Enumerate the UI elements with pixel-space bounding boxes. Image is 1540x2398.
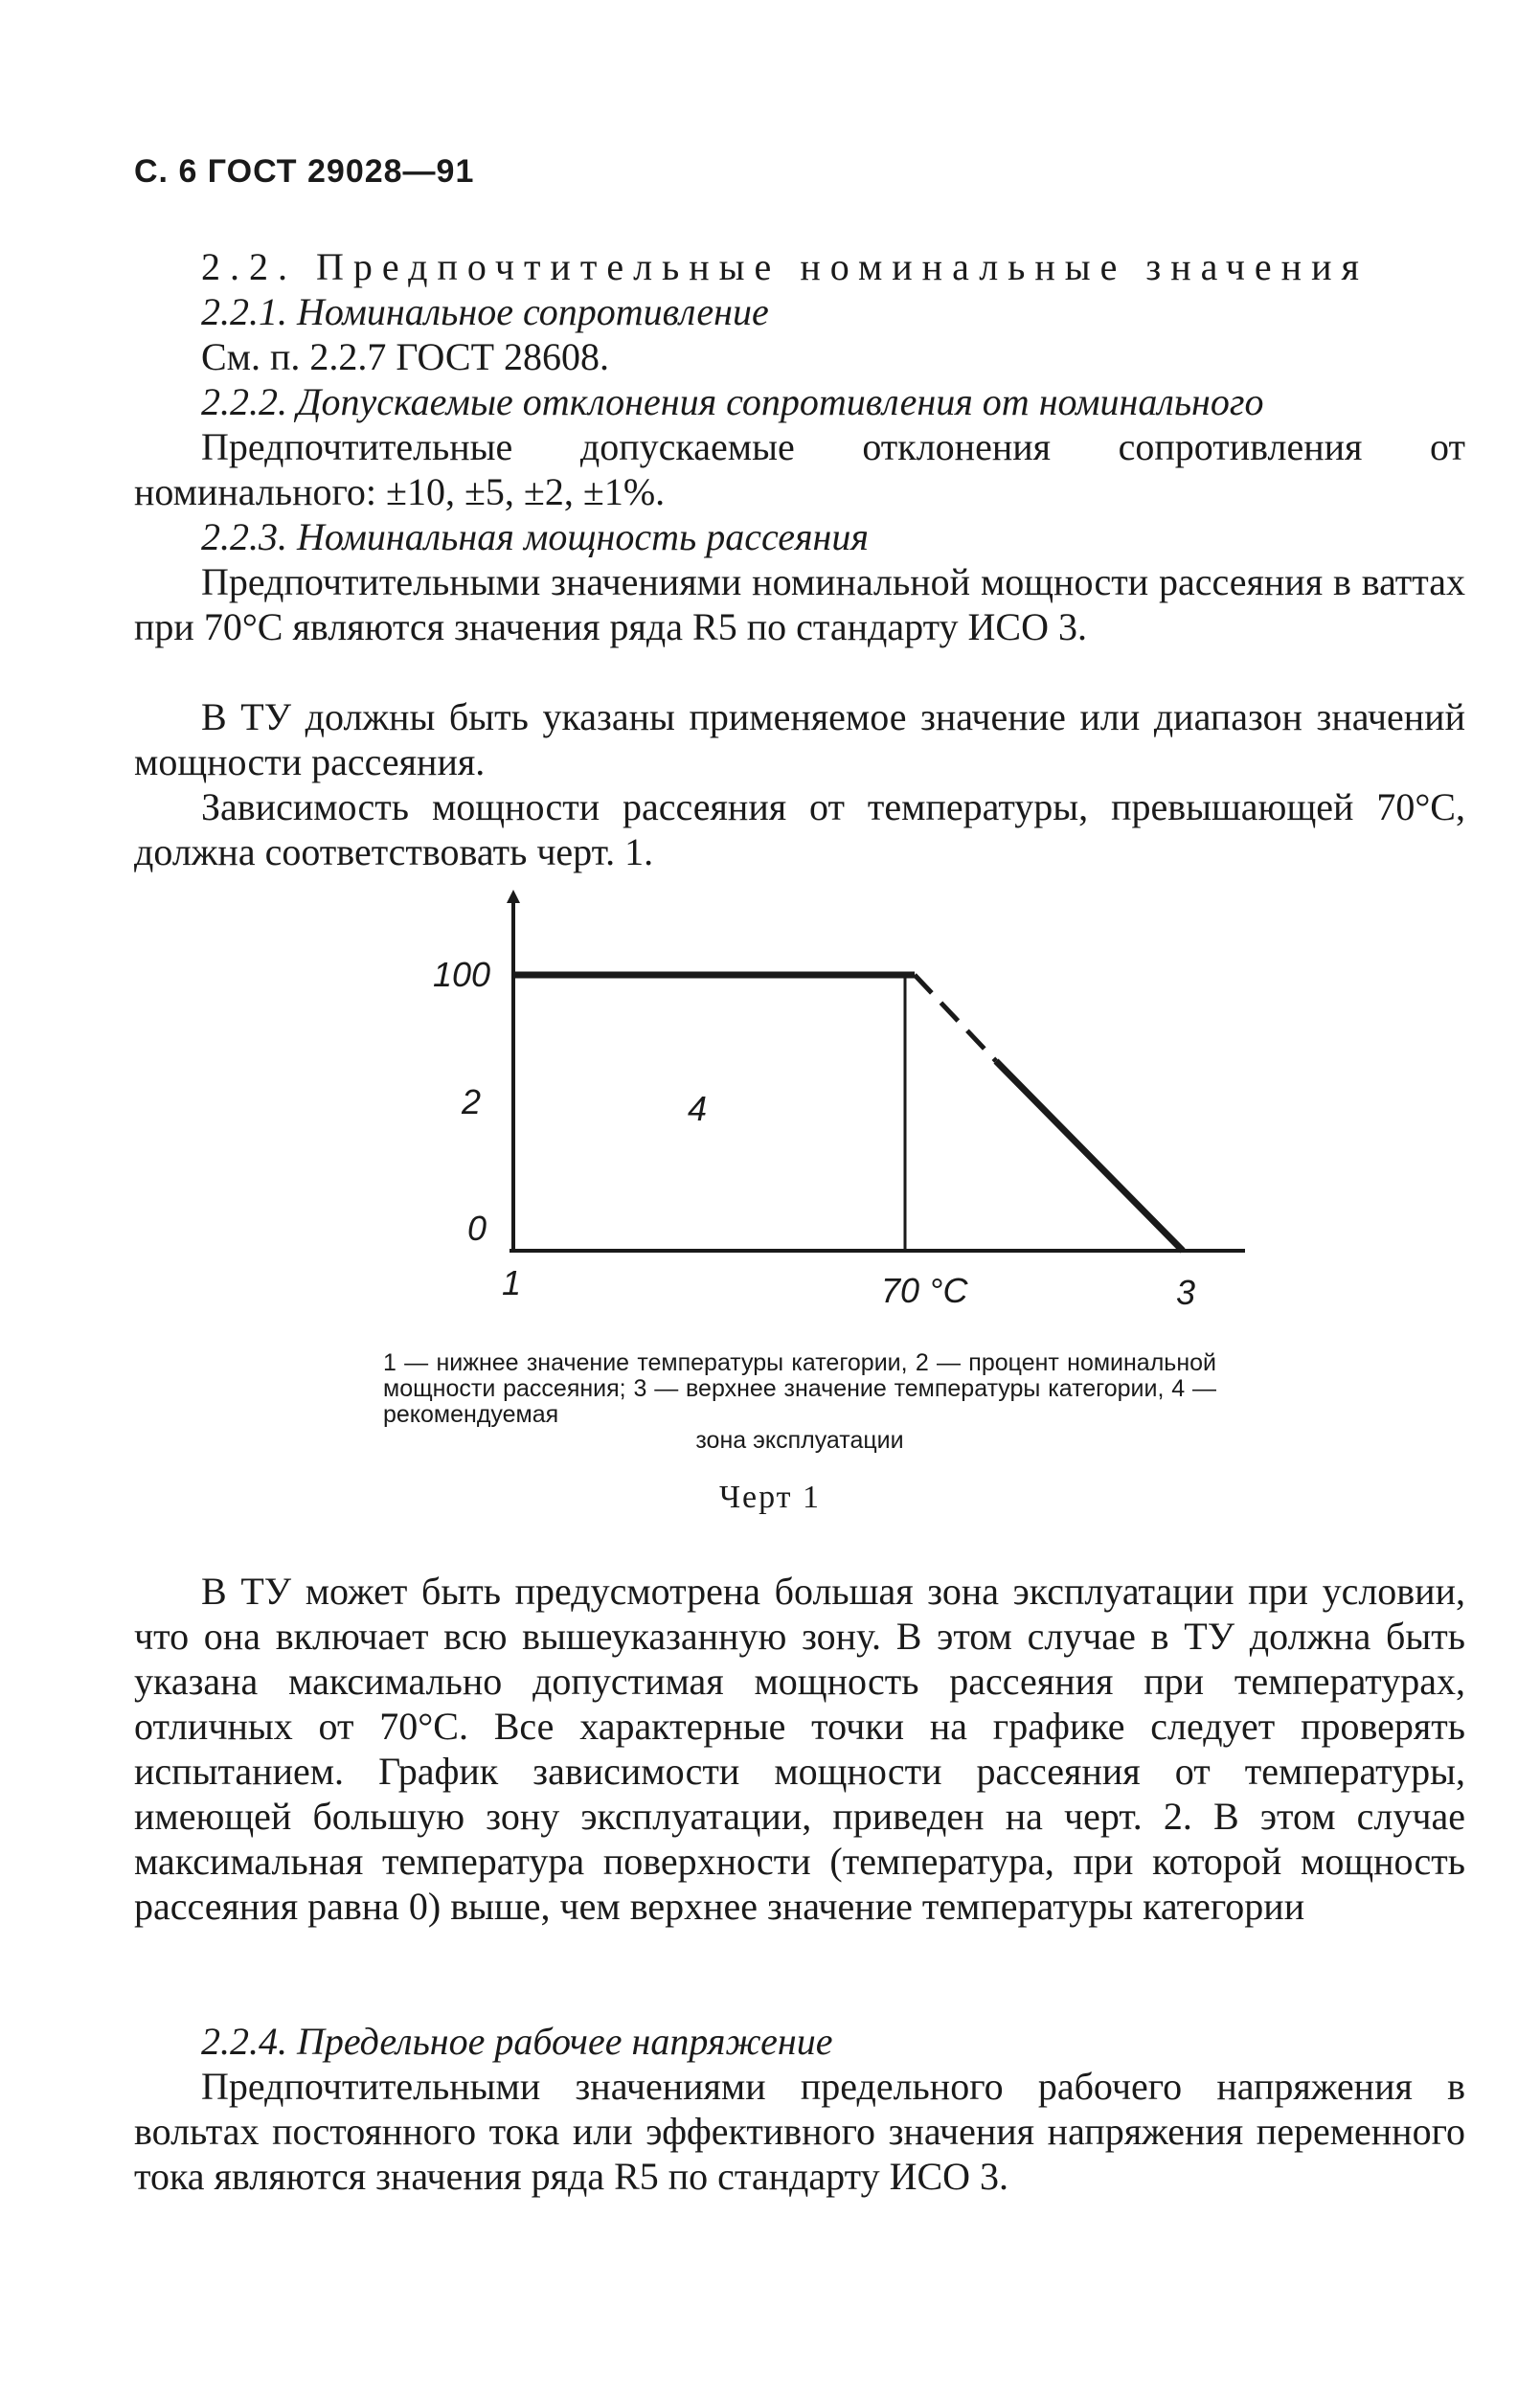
section-2-2-2-heading: 2.2.2. Допускаемые отклонения сопротивления от номинального	[201, 380, 1264, 423]
section-2-2-2-text: Предпочтительные допускаемые отклонения сопротивления от номинального: ±10, ±5, ±2, ±1%.	[134, 425, 1465, 513]
x-tick-3: 3	[1176, 1273, 1196, 1312]
paragraph-power-values: Предпочтительными значениями номинальной мощности рассеяния в ваттах при 70°С являются значения ряда R5 по стандарту ИСО 3.	[134, 560, 1465, 648]
section-2-2-1-text: См. п. 2.2.7 ГОСТ 28608.	[201, 335, 610, 378]
section-2-2-3-heading: 2.2.3. Номинальная мощность рассеяния	[201, 515, 869, 558]
derating-dashed-line	[915, 975, 996, 1061]
x-tick-1: 1	[502, 1263, 522, 1302]
figure-caption-last-line: зона эксплуатации	[695, 1427, 904, 1454]
paragraph-voltage: Предпочтительными значениями предельного рабочего напряжения в вольтах постоянного тока или эффективного значения напряжения переменного тока являются значения ряда R5 по стандарту ИСО 3.	[134, 2065, 1465, 2198]
section-2-2-1-heading: 2.2.1. Номинальное сопротивление	[201, 290, 769, 333]
derating-figure	[383, 881, 1245, 1341]
figure-caption: 1 — нижнее значение температуры категории, 2 — процент номинальной мощности рассеяния; 3 — верхнее значение температуры категории, 4 — рекомендуемая	[383, 1349, 1216, 1428]
paragraph-extended-zone: В ТУ может быть предусмотрена большая зона эксплуатации при условии, что она включает всю вышеуказанную зону. В этом случае в ТУ должна быть указана максимально допустимая мощность рассеяния при температурах, отличных от 70°С. Все характерные точки на графике следует проверять испытанием. График зависимости мощности рассеяния от температуры, имеющей большую зону эксплуатации, приведен на черт. 2. В этом случае максимальная температура поверхности (температура, при которой мощность рассеяния равна 0) выше, чем верхнее значение температуры категории	[134, 1570, 1465, 1928]
x-tick-70c: 70 °С	[881, 1271, 968, 1310]
y-tick-2: 2	[462, 1082, 482, 1121]
derating-solid-line	[996, 1061, 1183, 1251]
paragraph-tu-values: В ТУ должны быть указаны применяемое значение или диапазон значений мощности рассеяния.	[134, 695, 1465, 783]
figure-title: Черт 1	[718, 1480, 822, 1515]
derating-graph	[383, 881, 1245, 1341]
y-tick-0: 0	[467, 1209, 487, 1248]
zone-label-4: 4	[688, 1089, 708, 1128]
y-tick-100: 100	[433, 955, 491, 994]
page-header: С. 6 ГОСТ 29028—91	[134, 153, 475, 190]
paragraph-dependence: Зависимость мощности рассеяния от температуры, превышающей 70°С, должна соответствовать черт. 1.	[134, 785, 1465, 873]
section-2-2-heading: 2.2. Предпочтительные номинальные значения	[201, 245, 1369, 288]
section-2-2-4-heading: 2.2.4. Предельное рабочее напряжение	[201, 2020, 833, 2063]
